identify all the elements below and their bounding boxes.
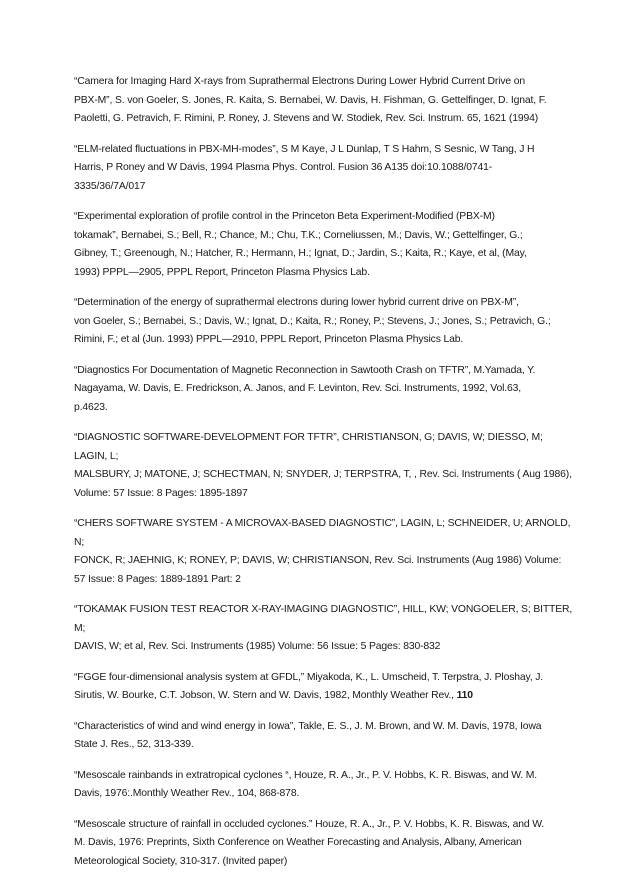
reference-line: Volume: 57 Issue: 8 Pages: 1895-1897 — [74, 487, 248, 499]
reference-line: Davis, 1976:.Monthly Weather Rev., 104, 868-878. — [74, 788, 300, 799]
reference-line: 57 Issue: 8 Pages: 1889-1891 Part: 2 — [74, 573, 241, 585]
reference-line: “Mesoscale rainbands in extratropical cyclones “, Houze, R. A., Jr., P. V. Hobbs, K. R. Biswas, and W. M. — [74, 769, 537, 781]
reference-line: 1993) PPPL—2905, PPPL Report, Princeton Plasma Physics Lab. — [74, 266, 370, 278]
reference-line: “Diagnostics For Documentation of Magnetic Reconnection in Sawtooth Crash on TFTR”, M.Yamada, Y. — [74, 364, 536, 376]
reference-line: Rimini, F.; et al (Jun. 1993) PPPL—2910, PPPL Report, Princeton Plasma Physics Lab. — [74, 334, 464, 345]
reference-line: FONCK, R; JAEHNIG, K; RONEY, P; DAVIS, W; CHRISTIANSON, Rev. Sci. Instruments (Aug 1986) Volume: — [74, 555, 562, 566]
reference-line: 3335/36/7A/017 — [74, 180, 146, 192]
reference-line: DAVIS, W; et al, Rev. Sci. Instruments (1985) Volume: 56 Issue: 5 Pages: 830-832 — [74, 641, 441, 652]
reference-entry — [74, 718, 574, 755]
reference-list — [74, 73, 574, 883]
reference-line: “Camera for Imaging Hard X-rays from Suprathermal Electrons During Lower Hybrid Current Drive on — [74, 76, 526, 87]
reference-line: Paoletti, G. Petravich, F. Rimini, P. Roney, J. Stevens and W. Stodiek, Rev. Sci. Instrum. 65, 1621 (1994) — [74, 113, 539, 124]
reference-entry — [74, 816, 574, 872]
reference-line: p.4623. — [74, 401, 108, 413]
reference-text: Sirutis, W. Bourke, C.T. Jobson, W. Stern and W. Davis, 1982, Monthly Weather Rev., — [74, 690, 457, 701]
reference-line: State J. Res., 52, 313-339. — [74, 739, 194, 750]
reference-line: “Characteristics of wind and wind energy in Iowa”, Takle, E. S., J. M. Brown, and W. M. Davis, 1978, Iowa — [74, 720, 542, 732]
reference-line: Meteorological Society, 310-317. (Invited paper) — [74, 855, 288, 867]
reference-line: von Goeler, S.; Bernabei, S.; Davis, W.; Ignat, D.; Kaita, R.; Roney, P.; Stevens, J.; Jones, S.; Petravich, G.; — [74, 315, 551, 327]
reference-line — [74, 687, 574, 706]
reference-line: “Experimental exploration of profile control in the Princeton Beta Experiment-Modified (PBX-M) — [74, 211, 495, 222]
reference-line: PBX-M”, S. von Goeler, S. Jones, R. Kaita, S. Bernabei, W. Davis, H. Fishman, G. Gettelfinger, D. Ignat, F. — [74, 94, 547, 106]
reference-line: Gibney, T.; Greenough, N.; Hatcher, R.; Hermann, H.; Ignat, D.; Jardin, S.; Kaita, R.; Kaye, et al, (May, — [74, 248, 527, 259]
reference-line: MALSBURY, J; MATONE, J; SCHECTMAN, N; SNYDER, J; TERPSTRA, T, , Rev. Sci. Instruments ( Aug 1986), — [74, 469, 572, 480]
reference-entry — [74, 669, 574, 706]
reference-entry — [74, 429, 574, 503]
reference-entry — [74, 767, 574, 804]
reference-entry — [74, 294, 574, 350]
reference-line: M. Davis, 1976: Preprints, Sixth Conference on Weather Forecasting and Analysis, Albany, American — [74, 837, 522, 848]
reference-line: “Determination of the energy of suprathermal electrons during lower hybrid current drive on PBX-M”, — [74, 297, 519, 308]
reference-entry — [74, 601, 574, 657]
reference-entry — [74, 208, 574, 282]
reference-line: “DIAGNOSTIC SOFTWARE-DEVELOPMENT FOR TFTR”, CHRISTIANSON, G; DAVIS, W; DIESSO, M; LAGIN, L; — [74, 432, 543, 462]
reference-line: Nagayama, W. Davis, E. Fredrickson, A. Janos, and F. Levinton, Rev. Sci. Instruments, 1992, Vol.63, — [74, 383, 521, 394]
reference-line: tokamak”, Bernabei, S.; Bell, R.; Chance, M.; Chu, T.K.; Corneliussen, M.; Davis, W.; Gettelfinger, G.; — [74, 229, 523, 241]
reference-entry — [74, 362, 574, 418]
reference-entry — [74, 141, 574, 197]
reference-line: Harris, P Roney and W Davis, 1994 Plasma Phys. Control. Fusion 36 A135 doi:10.1088/0741- — [74, 162, 493, 173]
reference-entry — [74, 73, 574, 129]
volume-number: 110 — [456, 690, 473, 701]
reference-line: “FGGE four-dimensional analysis system at GFDL,” Miyakoda, K., L. Umscheid, T. Terpstra, J. Ploshay, J. — [74, 671, 544, 683]
reference-line: “CHERS SOFTWARE SYSTEM - A MICROVAX-BASED DIAGNOSTIC”, LAGIN, L; SCHNEIDER, U; ARNOLD, N; — [74, 518, 571, 548]
reference-line: “Mesoscale structure of rainfall in occluded cyclones.” Houze, R. A., Jr., P. V. Hobbs, K. R. Biswas, and W. — [74, 818, 545, 830]
reference-entry — [74, 515, 574, 589]
reference-line: “TOKAMAK FUSION TEST REACTOR X-RAY-IMAGING DIAGNOSTIC”, HILL, KW; VONGOELER, S; BITTER, M; — [74, 604, 573, 634]
reference-line: “ELM-related fluctuations in PBX-MH-modes”, S M Kaye, J L Dunlap, T S Hahm, S Sesnic, W Tang, J H — [74, 143, 535, 155]
